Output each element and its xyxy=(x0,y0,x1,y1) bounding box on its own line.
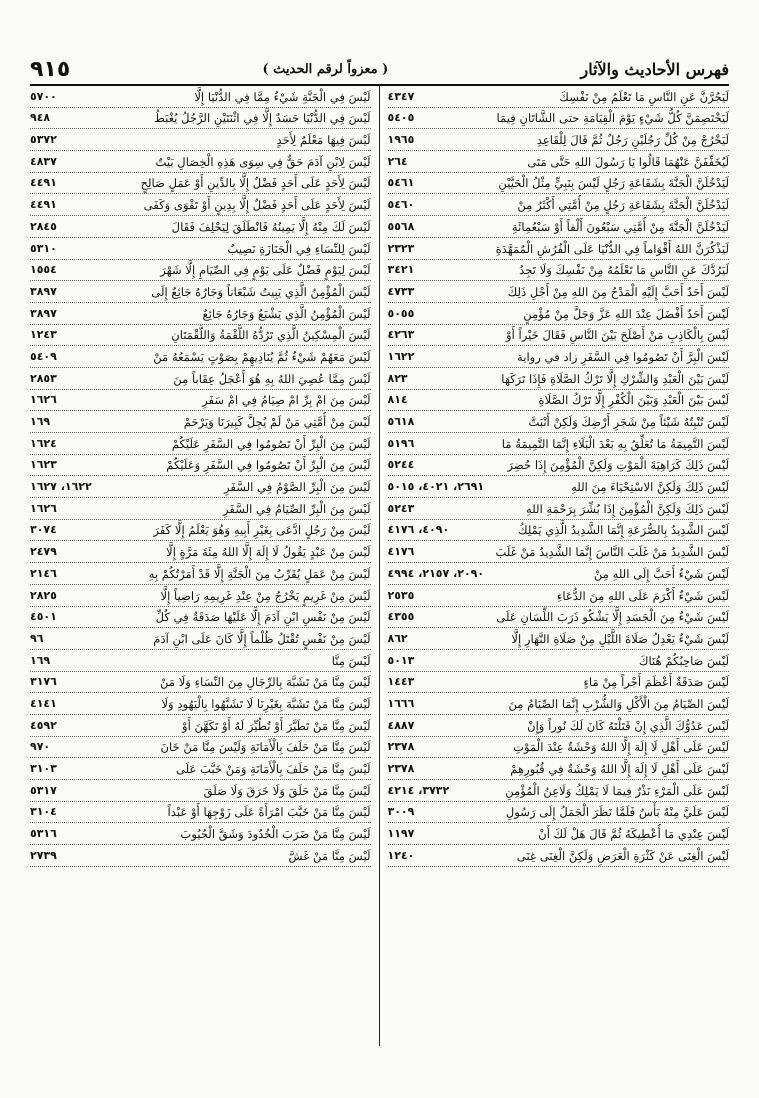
hadith-number: ٤٤٩١ xyxy=(30,176,57,190)
hadith-number: ٥٠٥٥ xyxy=(387,306,415,320)
hadith-text: لَيْسَ أَحَدٌ أَفْضَلَ عِنْدَ اللهِ عَزَّ وَجَلَّ مِنْ مُؤْمِنٍ xyxy=(523,306,729,321)
hadith-number: ٤٤٩١ xyxy=(30,198,57,212)
hadith-text: لَيَرُدَّكَ عَنِ النَّاسِ مَا تَعْلَمُهُ مِنْ نَفْسِكَ وَلَا تَجِدُ xyxy=(519,263,729,278)
index-entry xyxy=(30,281,371,303)
hadith-number: ٤٨٣٧ xyxy=(30,154,57,168)
hadith-number: ٢٣٧٨ xyxy=(387,740,415,754)
hadith-text: لَيْسَ مِنْ أُمَّتِي مَنْ لَمْ يُجِلَّ كَبِيرَنَا وَيَرْحَمْ xyxy=(183,415,371,429)
index-entry xyxy=(388,390,730,412)
hadith-text: لَيْسَ بَيْنَ الْعَبْدِ وَالشِّرْكِ إِلَّا تَرْكُ الصَّلَاةِ فَإِذَا تَرَكَهَا xyxy=(501,371,729,386)
hadith-text: لَيْسَ أَحَدٌ أَحَبَّ إِلَيْهِ الْمَدْحُ مِنَ اللهِ مِنْ أَجْلِ ذَلِكَ xyxy=(507,284,729,299)
hadith-text: لَيْسَ الشَّدِيدُ بِالصُّرَعَةِ إِنَّمَا الشَّدِيدُ الَّذِي يَمْلِكُ xyxy=(518,523,729,538)
hadith-number: ٢٨٤٥ xyxy=(30,219,57,233)
hadith-text: لَيْسَ الْمُؤْمِنُ الَّذِي يَشْبَعُ وَجَارُهُ جَائِعٌ xyxy=(202,306,371,321)
index-entry xyxy=(388,216,730,238)
index-entry xyxy=(388,173,730,195)
index-entry xyxy=(30,194,371,216)
left-column xyxy=(30,86,380,1046)
hadith-text: لَيَجُرَّنَّ عَنِ النَّاسِ مَا تَعْلَمُ مِنْ نَفْسِكَ xyxy=(559,89,729,104)
hadith-number: ٥٤٠٩ xyxy=(30,349,57,363)
index-entry xyxy=(30,737,371,759)
hadith-number: ٢٨٥٣ xyxy=(30,371,57,385)
index-entry xyxy=(30,758,371,780)
index-entry xyxy=(388,108,730,130)
hadith-text: لَيْسَ شَيْءٌ مِنَ الْجَسَدِ إِلَّا يَشْكُو ذَرَبَ اللِّسَانِ عَلَى xyxy=(496,610,729,625)
index-entry xyxy=(388,520,730,542)
hadith-text: لَيْسَ مِنْ نَفْسٍ تُقْتَلُ ظُلْماً إِلَّا كَانَ عَلَى ابْنِ آدَمَ xyxy=(153,631,371,646)
index-entry xyxy=(30,390,371,412)
hadith-number: ٨٦٢ xyxy=(387,631,408,645)
hadith-number: ٢٦٩١، ٤٠٢١، ٥٠١٥ xyxy=(387,480,485,494)
index-entry xyxy=(30,216,371,238)
hadith-text: لَيْسَ لِابْنِ آدَمَ حَقٌّ فِي سِوَى هَذِهِ الْخِصَالِ بَيْتٌ xyxy=(155,154,371,169)
hadith-number: ١٦٩ xyxy=(30,415,51,428)
index-columns xyxy=(30,86,729,1046)
hadith-text: لَيْسَ عَلَى أَهْلِ لَا إِلَهَ إِلَّا اللهُ وَحْشَةٌ عِنْدَ الْمَوْتِ xyxy=(513,740,729,755)
hadith-number: ٥٦١٨ xyxy=(387,415,415,428)
index-entry xyxy=(388,346,730,368)
index-entry xyxy=(388,151,730,173)
hadith-number: ٢٤٧٩ xyxy=(30,545,57,559)
index-entry xyxy=(388,455,730,477)
hadith-text: لَيْسَ عِنْدِي مَا أُعْطِيكَهُ ثُمَّ قَالَ هَلْ لَكَ أَنْ xyxy=(538,827,729,842)
hadith-number: ١٤٤٣ xyxy=(387,675,415,689)
hadith-number: ١٦٦٦ xyxy=(387,696,415,710)
hadith-number: ٢١٤٦ xyxy=(30,566,57,580)
hadith-text: لَيْسَ التَّمِيمَةُ مَا تُعَلِّقُ بِهِ بَعْدَ الْبَلَاءِ إِنَّمَا التَّمِيمَةُ مَا xyxy=(501,436,729,451)
index-entry xyxy=(30,238,371,260)
index-entry xyxy=(388,325,730,347)
hadith-text: لَيْسَ مِنَّا مَنْ تَشَبَّهَ بِالرِّجَالِ مِنَ النِّسَاءِ وَلَا مَنْ xyxy=(159,675,371,690)
hadith-number: ٥٣١٧ xyxy=(30,783,57,797)
index-entry xyxy=(388,823,730,845)
index-entry xyxy=(30,151,371,173)
hadith-number: ٣٤٢١ xyxy=(387,263,415,277)
index-entry xyxy=(30,845,371,867)
hadith-text: لَيْسَ عَلَيَّ مِنْهُ بَأْسٌ فَلَمَّا نَظَرَ الْجَمَلُ إِلَى رَسُولِ xyxy=(505,805,729,820)
hadith-text: لَيْسَ لِأَحَدٍ عَلَى أَحَدٍ فَضْلٌ إِلَّا بِدِينٍ أَوْ تَقْوَى وَكَفَى xyxy=(143,198,371,213)
hadith-number: ١٦٢٦ xyxy=(30,393,57,407)
index-entry xyxy=(30,108,371,130)
hadith-text: لَيْسَ فِي الْجَنَّةِ شَيْءٌ مِمَّا فِي الدُّنْيَا إِلَّا xyxy=(194,89,371,104)
hadith-text: لَيْسَ مِنَّا مَنْ حَلَفَ بِالْأَمَانَةِ وَمَنْ خَبَّبَ عَلَى xyxy=(175,762,371,776)
hadith-text: لَيْسَ ذَلِكَ وَلَكِنَّ الْمُؤْمِنَ إِذَا بُشِّرَ بِرَحْمَةِ اللهِ xyxy=(525,501,729,516)
index-entry xyxy=(30,715,371,737)
hadith-text: لَيْسَ مِنْ عَمَلٍ يُقَرِّبُ مِنَ الْجَنَّةِ إِلَّا قَدْ أَمَرْتُكُمْ بِهِ xyxy=(148,566,371,581)
hadith-text: لَيْسَ مِنَ الْبِرِّ أَنْ تَصُومُوا فِي السَّفَرِ وَعَلَيْكُمْ xyxy=(166,458,371,473)
hadith-number: ٤٢٦٣ xyxy=(387,328,415,342)
hadith-number: ١٦٩ xyxy=(30,653,51,667)
index-entry xyxy=(388,628,730,650)
index-entry xyxy=(30,86,371,108)
index-entry xyxy=(30,260,371,282)
index-entry xyxy=(388,607,730,629)
index-entry xyxy=(30,541,371,563)
hadith-number: ٣١٠٤ xyxy=(30,805,57,819)
hadith-text: لَيْسَ ذَلِكَ كَرَاهِيَةَ الْمَوْتِ وَلَكِنَّ الْمُؤْمِنَ إِذَا حُضِرَ xyxy=(507,458,729,473)
index-entry xyxy=(30,585,371,607)
hadith-number: ٥٤٦٠ xyxy=(387,198,415,212)
hadith-text: لَيَدْخُلَنَّ الْجَنَّةَ بِشَفَاعَةِ رَجُلٍ مِنْ أُمَّتِي أَكْثَرُ مِنْ xyxy=(517,198,729,213)
hadith-text: لَيْسَ الْمِسْكِينُ الَّذِي تَرُدُّهُ اللُّقْمَةُ وَاللُّقْمَتَانِ xyxy=(171,328,371,343)
hadith-number: ٤٨٨٧ xyxy=(387,718,415,732)
hadith-number: ٣٨٩٧ xyxy=(30,284,57,298)
hadith-number: ٥٠١٣ xyxy=(387,653,415,667)
hadith-number: ٤٧٣٣ xyxy=(387,284,415,298)
hadith-number: ٥٣١٦ xyxy=(30,827,57,841)
hadith-text: لَيْسَ تُنْبِتُهُ شَيْئاً مِنْ شَجَرِ أَرْضِكَ وَلَكِنْ أَنْبَتَّ xyxy=(528,415,729,429)
hadith-number: ٢٦٤ xyxy=(387,154,408,168)
hadith-text: لَيْسَ عَلَى أَهْلِ لَا إِلَهَ إِلَّا اللهُ وَحْشَةٌ فِي قُبُورِهِمْ xyxy=(510,762,729,776)
hadith-text: لَيْسَ فِيهَا مَعْلَمٌ لِأَحَدٍ xyxy=(276,133,371,148)
hadith-text: لَيْسَ ذَلِكَ وَلَكِنَّ الاسْتِحْيَاءَ مِنَ اللهِ xyxy=(571,480,729,495)
hadith-number: ٥٢٤٣ xyxy=(387,501,415,515)
index-entry xyxy=(388,845,730,867)
hadith-text: لَيْسَ مِنَّا مَنْ تَشَبَّهَ بِغَيْرِنَا لَا تَشَبَّهُوا بِالْيَهُودِ وَلَا xyxy=(161,696,371,711)
hadith-number: ٤١٤١ xyxy=(30,696,57,710)
hadith-number: ١٦٢٦ xyxy=(30,501,57,515)
hadith-text: لَيْسَ مِنْ غَرِيمٍ يَخْرُجُ مِنْ عِنْدِ غَرِيمِهِ رَاضِياً إِلَّا xyxy=(160,588,371,603)
index-entry xyxy=(388,238,730,260)
hadith-number: ٥٥٦٨ xyxy=(387,219,415,233)
hadith-text: لَيَذْكُرَنَّ اللهُ أَقْوَاماً فِي الدُّنْيَا عَلَى الْفُرُشِ الْمُمَهَّدَةِ xyxy=(495,241,729,256)
hadith-text: لَيَدْخُلَنَّ الْجَنَّةَ مِنْ أُمَّتِي سَبْعُونَ أَلْفاً أَوْ سَبْعُمِائَةِ xyxy=(511,219,729,234)
index-entry xyxy=(388,780,730,802)
index-entry xyxy=(388,758,730,780)
hadith-number: ٥٣١٠ xyxy=(30,241,57,255)
index-entry xyxy=(30,780,371,802)
hadith-text: لَيْسَ مِنَ الْبِرِّ أَنْ تَصُومُوا فِي السَّفَرِ عَلَيْكُمْ xyxy=(171,436,371,451)
index-entry xyxy=(30,802,371,824)
index-entry xyxy=(388,86,730,108)
hadith-text: لَيَخْتَصِمَنَّ كُلُّ شَيْءٍ يَوْمَ الْقِيَامَةِ حتى الشَّاتَانِ فِيمَا xyxy=(496,111,729,126)
index-entry xyxy=(388,260,730,282)
hadith-text: لَيَخْرُجْ مِنْ كُلِّ رَجُلَيْنِ رَجُلٌ ثُمَّ قَالَ لِلْقَاعِدِ xyxy=(536,133,729,148)
index-entry xyxy=(388,433,730,455)
index-entry xyxy=(388,650,730,672)
hadith-text: لَيْسَ مِنَّا مَنْ تَطَيَّرَ أَوْ تُطُيِّرَ لَهُ أَوْ تَكَهَّنَ أَوْ xyxy=(181,718,371,733)
index-entry xyxy=(30,303,371,325)
hadith-number: ٣١٠٣ xyxy=(30,762,57,775)
hadith-number: ٤٣٤٧ xyxy=(387,89,415,103)
hadith-text: لَيْسَ الْغِنَى عَنْ كَثْرَةِ الْعَرَضِ وَلَكِنَّ الْغِنَى غِنَى xyxy=(516,848,729,863)
hadith-text: لَيْسَ صَاحِبُكُمْ هُنَاكَ xyxy=(638,653,729,668)
hadith-text: لَيْسَ الشَّدِيدُ مَنْ غَلَبَ النَّاسَ إِنَّمَا الشَّدِيدُ مَنْ غَلَبَ xyxy=(495,545,729,560)
right-column xyxy=(380,86,730,1046)
page-number: ٩١٥ xyxy=(30,56,71,82)
hadith-number: ٩٤٨ xyxy=(30,111,51,125)
index-entry xyxy=(388,411,730,433)
index-entry xyxy=(388,585,730,607)
hadith-number: ٢٧٣٩ xyxy=(30,848,57,862)
hadith-text: لَيْسَ مِنَّا مَنْ غَشَّ xyxy=(288,848,371,863)
hadith-text: لَيْسَ مِنَّا مَنْ حَلَفَ بِالْأَمَانَةِ وَلَيْسَ مِنَّا مَنْ خَانَ xyxy=(160,740,371,755)
hadith-text: لَيْسَ مِنَ امْ بِرِّ امْ صِيَامُ فِي امْ سَفَرِ xyxy=(202,393,371,408)
hadith-text: لَيْسَ لِلنِّسَاءِ فِي الْجَنَازَةِ نَصِيبٌ xyxy=(227,241,371,256)
index-entry xyxy=(30,455,371,477)
hadith-text: لَيَدْخُلَنَّ الْجَنَّةَ بِشَفَاعَةِ رَجُلٍ لَيْسَ بِنَبِيٍّ مِثْلُ الْحَيَّيْنِ xyxy=(498,176,729,191)
hadith-number: ٢٥٣٥ xyxy=(387,588,415,602)
index-entry xyxy=(30,129,371,151)
hadith-text: لَيْسَ مَعَهُمْ شَيْءٌ ثُمَّ يُنَادِيهِمْ بِصَوْتٍ يَسْمَعُهُ مَنْ xyxy=(153,349,371,364)
hadith-text: لَيْسَ مِمَّا عُصِيَ اللهُ بِهِ هُوَ أَعْجَلُ عِقَاباً مِنَ xyxy=(173,371,371,386)
hadith-text: لَيْسَ الْمُؤْمِنُ الَّذِي يَبِيتُ شَبْعَاناً وَجَارُهُ جَائِعٌ إِلَى xyxy=(151,284,371,299)
hadith-text: لَيْسَ صَدَقَةٌ أَعْظَمَ أَجْراً مِنْ مَاءٍ xyxy=(583,675,729,690)
hadith-text: لَيْسَ شَيْءٌ أَحَبَّ إِلَى اللهِ مِنْ xyxy=(593,566,729,581)
index-entry xyxy=(30,433,371,455)
hadith-number: ١٦٢٣ xyxy=(30,458,57,472)
hadith-text: لَيْسَ بِالْكَاذِبِ مَنْ أَصْلَحَ بَيْنَ النَّاسِ فَقَالَ خَيْراً أَوْ xyxy=(506,328,729,343)
page-header xyxy=(30,54,729,86)
hadith-number: ٤٥٠١ xyxy=(30,610,57,624)
hadith-number: ٨١٤ xyxy=(387,393,408,407)
index-entry xyxy=(30,693,371,715)
index-entry xyxy=(388,541,730,563)
hadith-text: لَيْسَ الْبِرَّ أَنْ تَصُومُوا فِي السَّفَرِ زاد في رواية xyxy=(517,349,729,364)
index-entry xyxy=(30,672,371,694)
hadith-number: ١٥٥٤ xyxy=(30,263,57,277)
hadith-number: ٣٧٣٢، ٤٢١٤ xyxy=(387,783,450,797)
hadith-text: لَيْسَ مِنْ رَجُلٍ ادَّعَى بِغَيْرِ أَبِيهِ وَهُوَ يَعْلَمُ إِلَّا كَفَرَ xyxy=(153,523,371,538)
hadith-text: لَيْسَ لِأَحَدٍ عَلَى أَحَدٍ فَضْلٌ إِلَّا بِالدِّينِ أَوْ عَمَلٍ صَالِحٍ xyxy=(140,176,371,191)
hadith-text: لَيُخَفِّفَنَّ عَنْهُمَا قَالُوا يَا رَسُولَ اللهِ حَتَّى مَتَى xyxy=(527,154,729,169)
index-entry xyxy=(388,368,730,390)
hadith-text: لَيْسَ شَيْءٌ أَكْرَمَ عَلَى اللهِ مِنَ الدُّعَاءِ xyxy=(556,588,729,603)
hadith-number: ٣٠٠٩ xyxy=(387,805,415,819)
index-entry xyxy=(30,823,371,845)
hadith-number: ٢٣٧٨ xyxy=(387,762,415,775)
index-entry xyxy=(30,411,371,433)
index-entry xyxy=(30,368,371,390)
hadith-text: لَيْسَ مِنَّا مَنْ حَلَقَ وَلَا خَرَقَ وَلَا صَلَقَ xyxy=(203,783,371,798)
hadith-text: لَيْسَ مِنَ الْبِرِّ الصِّيَامُ فِي السَّفَرِ xyxy=(222,501,371,516)
hadith-number: ٥٤٦١ xyxy=(387,176,415,190)
index-entry xyxy=(388,672,730,694)
index-entry xyxy=(30,650,371,672)
hadith-number: ٩٦ xyxy=(30,631,44,645)
hadith-number: ٥١٩٦ xyxy=(387,436,415,450)
hadith-number: ١٩٦٥ xyxy=(387,133,415,147)
hadith-number: ٢٠٩٠، ٢١٥٧، ٤٩٩٤ xyxy=(387,566,485,580)
hadith-number: ٨٢٣ xyxy=(387,371,408,385)
hadith-text: لَيْسَ مِنَّا مَنْ ضَرَبَ الْخُدُودَ وَشَقَّ الْجُيُوبَ xyxy=(180,827,371,842)
index-entry xyxy=(388,303,730,325)
hadith-text: لَيْسَ مِنَ الْبِرِّ الصَّوْمُ فِي السَّفَرِ xyxy=(224,480,371,495)
hadith-number: ٥٢٤٤ xyxy=(387,458,415,472)
hadith-number: ٢٣٢٣ xyxy=(387,241,415,255)
index-entry xyxy=(30,173,371,195)
hadith-text: لَيْسَ الصِّيَامُ مِنَ الْأَكْلِ وَالشُّرْبِ إِنَّمَا الصِّيَامُ مِنَ xyxy=(508,696,729,711)
hadith-text: لَيْسَ مِنْ نَفْسِ ابْنِ آدَمَ إِلَّا عَلَيْهَا صَدَقَةٌ فِي كُلِّ xyxy=(155,610,371,625)
index-entry xyxy=(388,563,730,585)
index-entry xyxy=(30,628,371,650)
hadith-number: ٥٧٠٠ xyxy=(30,89,57,103)
hadith-number: ٤٠٩٠، ٤١٧٦ xyxy=(387,523,450,537)
hadith-number: ٣٨٩٧ xyxy=(30,306,57,320)
index-entry xyxy=(388,476,730,498)
index-entry xyxy=(388,693,730,715)
hadith-number: ١٢٤٠ xyxy=(387,848,415,862)
hadith-number: ٥٣٧٢ xyxy=(30,133,57,147)
index-entry xyxy=(30,476,371,498)
index-entry xyxy=(30,607,371,629)
index-entry xyxy=(30,520,371,542)
index-entry xyxy=(388,129,730,151)
index-entry xyxy=(388,498,730,520)
running-subtitle: ( معزواً لرقم الحديث ) xyxy=(262,61,389,77)
index-entry xyxy=(388,802,730,824)
hadith-text: لَيْسَ بَيْنَ الْعَبْدِ وَبَيْنَ الْكُفْرِ إِلَّا تَرْكُ الصَّلَاةِ xyxy=(538,393,729,408)
hadith-text: لَيْسَ لَكَ مِنْهُ إِلَّا يَمِينُهُ فَانْطَلَقَ لِيَحْلِفَ فَقَالَ xyxy=(171,219,371,234)
index-entry xyxy=(30,498,371,520)
index-entry xyxy=(388,194,730,216)
hadith-number: ١٦٢٢ xyxy=(387,349,415,363)
hadith-number: ٣١٧٦ xyxy=(30,675,57,689)
hadith-number: ٢٨٢٥ xyxy=(30,588,57,602)
hadith-text: لَيْسَ مِنَّا مَنْ خَبَّبَ امْرَأَةً عَلَى زَوْجِهَا أَوْ عَبْداً xyxy=(167,805,371,820)
hadith-number: ٤٣٥٥ xyxy=(387,610,415,624)
index-entry xyxy=(388,281,730,303)
hadith-number: ٣٠٧٤ xyxy=(30,523,57,537)
hadith-text: لَيْسَ مِنْ عَبْدٍ يَقُولُ لَا إِلَهَ إِلَّا اللهُ مِئَةَ مَرَّةٍ إِلَّا xyxy=(166,545,371,560)
hadith-text: لَيْسَ فِي الدُّنْيَا حَسَدٌ إِلَّا فِي اثْنَتَيْنِ الرَّجُلُ يُغْبَطُ xyxy=(154,111,371,126)
hadith-number: ١١٩٧ xyxy=(387,827,415,841)
hadith-number: ٩٧٠ xyxy=(30,740,51,754)
hadith-number: ١٦٢٢، ١٦٢٧ xyxy=(30,480,92,494)
hadith-text: لَيْسَ عَدُوُّكَ الَّذِي إِنْ قَتَلْتَهُ كَانَ لَكَ نُوراً وَإِنْ xyxy=(527,718,729,733)
index-entry xyxy=(30,563,371,585)
running-title: فهرس الأحاديث والآثار xyxy=(580,59,729,79)
hadith-number: ١٢٤٣ xyxy=(30,328,57,342)
index-entry xyxy=(388,715,730,737)
hadith-text: لَيْسَ لِيَوْمٍ فَضْلٌ عَلَى يَوْمٍ فِي الصِّيَامِ إِلَّا شَهْرَ xyxy=(160,263,371,278)
hadith-number: ١٦٢٤ xyxy=(30,436,57,450)
hadith-text: لَيْسَ عَلَى الْمَرْءِ نَذْرٌ فِيمَا لَا يَمْلِكُ وَلَاعِنُ الْمُؤْمِنِ xyxy=(505,783,729,798)
hadith-text: لَيْسَ شَيْءٌ يَعْدِلُ صَلَاةَ اللَّيْلِ مِنْ صَلَاةِ النَّهَارِ إِلَّا xyxy=(511,631,729,646)
hadith-number: ٤٥٩٢ xyxy=(30,718,57,732)
hadith-number: ٥٤٠٥ xyxy=(387,111,415,125)
index-entry xyxy=(30,325,371,347)
index-entry xyxy=(30,346,371,368)
index-entry xyxy=(388,737,730,759)
hadith-text: لَيْسَ مِنَّا xyxy=(331,653,371,668)
hadith-number: ٤١٧٦ xyxy=(387,545,415,559)
